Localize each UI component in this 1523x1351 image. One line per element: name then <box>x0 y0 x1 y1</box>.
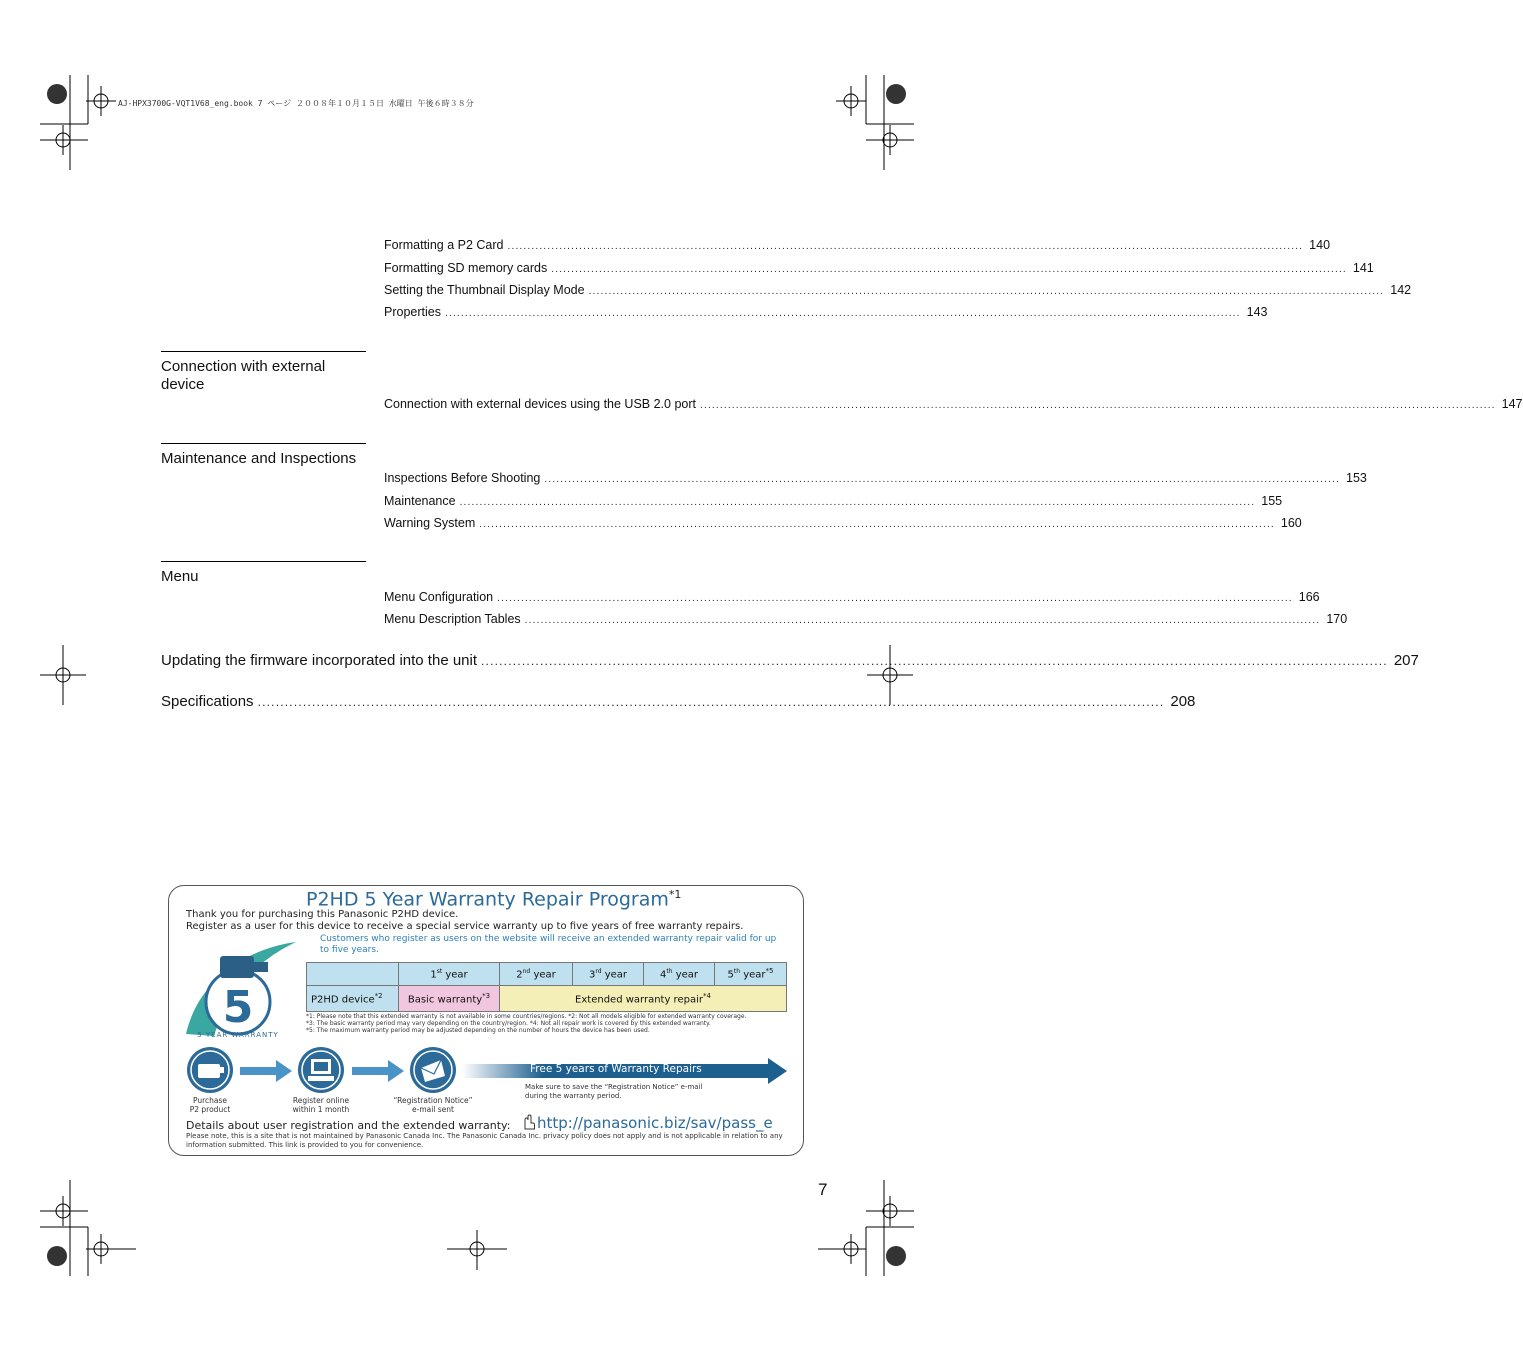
dot-leader: ........................................................................................................................................................................................................ <box>551 264 1347 275</box>
toc-entry-title: Maintenance <box>384 494 456 508</box>
dot-leader: ........................................................................................................................................................................................................ <box>524 615 1321 626</box>
step-email: “Registration Notice” e-mail sent <box>393 1096 473 1114</box>
table-corner <box>307 963 399 986</box>
toc-entry[interactable] <box>384 238 1331 252</box>
toc-entry-specifications[interactable] <box>161 693 1196 710</box>
warranty-table <box>306 962 787 1012</box>
dot-leader: ........................................................................................................................................................................................................ <box>257 695 1165 709</box>
pointer-hand-icon <box>521 1115 535 1130</box>
toc-entry-title: Formatting SD memory cards <box>384 261 548 275</box>
toc-entry[interactable] <box>384 494 1283 508</box>
warranty-footnote: *1: Please note that this extended warranty is not available in some countries/regions. *2: Not all models eligible for extended warranty coverage. <box>306 1013 747 1020</box>
free-warranty-label: Free 5 years of Warranty Repairs <box>530 1063 702 1075</box>
logo-number: 5 <box>222 982 254 1033</box>
toc-entry-page: 142 <box>1390 283 1412 297</box>
year-header: 4th year <box>644 963 715 986</box>
toc-entry[interactable] <box>384 305 1268 319</box>
band-note: Make sure to save the “Registration Notice” e-mail <box>525 1083 703 1091</box>
toc-entry[interactable] <box>384 590 1320 604</box>
toc-entry-title: Warning System <box>384 516 476 530</box>
dot-leader: ........................................................................................................................................................................................................ <box>588 286 1385 297</box>
toc-entry[interactable] <box>384 283 1412 297</box>
toc-entry[interactable] <box>384 471 1367 485</box>
toc-entry-title: Updating the firmware incorporated into the unit <box>161 652 478 669</box>
section-heading-connection: Connection with external device <box>161 351 366 394</box>
toc-entry-page: 141 <box>1352 261 1374 275</box>
toc-entry[interactable] <box>384 261 1374 275</box>
details-label: Details about user registration and the extended warranty: <box>186 1119 511 1132</box>
page-number: 7 <box>818 1180 828 1199</box>
logo-text: 5 YEAR WARRANTY <box>197 1031 279 1039</box>
toc-entry-title: Setting the Thumbnail Display Mode <box>384 283 585 297</box>
toc-entry-title: Properties <box>384 305 441 319</box>
toc-entry-title: Menu Configuration <box>384 590 494 604</box>
toc-entry-page: 153 <box>1346 471 1367 485</box>
step-register: Register online within 1 month <box>292 1096 350 1114</box>
dot-leader: ........................................................................................................................................................................................................ <box>507 241 1304 252</box>
dot-leader: ........................................................................................................................................................................................................ <box>481 654 1388 668</box>
disclaimer-text: information submitted. This link is provided to you for convenience. <box>186 1141 424 1149</box>
toc-entry-page: 208 <box>1170 693 1196 710</box>
year-header: 2nd year <box>500 963 573 986</box>
section-heading-maintenance: Maintenance and Inspections <box>161 443 366 468</box>
footnote-ref: *1 <box>668 888 682 901</box>
dot-leader: ........................................................................................................................................................................................................ <box>497 593 1293 604</box>
disclaimer-text: Please note, this is a site that is not maintained by Panasonic Canada Inc. The Panasonic Canada Inc. privacy policy does not apply and is not applicable in relation to any <box>186 1132 783 1140</box>
purchase-icon <box>186 1046 234 1094</box>
dot-leader: ........................................................................................................................................................................................................ <box>459 497 1256 508</box>
toc-entry-title: Menu Description Tables <box>384 612 521 626</box>
toc-entry-page: 147 <box>1501 397 1523 411</box>
band-note: during the warranty period. <box>525 1092 622 1100</box>
dot-leader: ........................................................................................................................................................................................................ <box>479 519 1275 530</box>
section-heading-menu: Menu <box>161 561 366 586</box>
warranty-intro-2: Register as a user for this device to receive a special service warranty up to five years of free warranty repairs. <box>186 921 744 932</box>
book-header-line: AJ-HPX3700G-VQT1V68_eng.book 7 ページ ２００８年１０月１５日 水曜日 午後６時３８分 <box>118 99 474 108</box>
toc-entry-page: 170 <box>1326 612 1348 626</box>
warranty-blue-note: Customers who register as users on the website will receive an extended warranty repair valid for up to five years. <box>320 934 777 955</box>
toc-entry-page: 143 <box>1246 305 1268 319</box>
toc-entry-title: Connection with external devices using the USB 2.0 port <box>384 397 696 411</box>
toc-entry[interactable] <box>384 612 1348 626</box>
device-cell: P2HD device$^{*2}$ <box>307 986 399 1012</box>
five-year-warranty-logo <box>178 940 302 1040</box>
dot-leader: ........................................................................................................................................................................................................ <box>544 474 1341 485</box>
toc-entry[interactable] <box>384 516 1302 530</box>
warranty-intro-1: Thank you for purchasing this Panasonic P2HD device. <box>186 909 459 920</box>
toc-entry-title: Specifications <box>161 693 254 710</box>
toc-entry-title: Formatting a P2 Card <box>384 238 504 252</box>
toc-entry-title: Inspections Before Shooting <box>384 471 541 485</box>
dot-leader: ........................................................................................................................................................................................................ <box>699 400 1496 411</box>
warranty-url-link[interactable]: http://panasonic.biz/sav/pass_e <box>537 1114 773 1132</box>
warranty-footnote: *5: The maximum warranty period may be adjusted depending on the number of hours the device has been used. <box>306 1027 650 1034</box>
warranty-title <box>306 888 681 910</box>
toc-entry[interactable] <box>384 397 1523 411</box>
extended-warranty-cell: Extended warranty repair$^{*4}$ <box>500 986 787 1012</box>
year-header: 3rd year <box>573 963 644 986</box>
dot-leader: ........................................................................................................................................................................................................ <box>444 308 1241 319</box>
arrow-right-icon <box>240 1060 292 1082</box>
basic-warranty-cell: Basic warranty$^{*3}$ <box>399 986 500 1012</box>
toc-entry-page: 160 <box>1280 516 1302 530</box>
toc-entry-page: 207 <box>1393 652 1419 669</box>
toc-entry-page: 166 <box>1298 590 1320 604</box>
arrow-right-icon <box>352 1060 404 1082</box>
warranty-footnote: *3: The basic warranty period may vary depending on the country/region. *4: Not all repair work is covered by this extended warranty. <box>306 1020 711 1027</box>
year-header: 5th year$^{*5}$ <box>715 963 787 986</box>
year-header: 1st year <box>399 963 500 986</box>
step-purchase: Purchase P2 product <box>189 1096 231 1114</box>
warranty-title-text: P2HD 5 Year Warranty Repair Program <box>306 888 669 911</box>
toc-entry-page: 155 <box>1261 494 1283 508</box>
toc-entry-page: 140 <box>1309 238 1331 252</box>
computer-icon <box>297 1046 345 1094</box>
toc-entry-firmware[interactable] <box>161 652 1419 669</box>
email-icon <box>409 1046 457 1094</box>
